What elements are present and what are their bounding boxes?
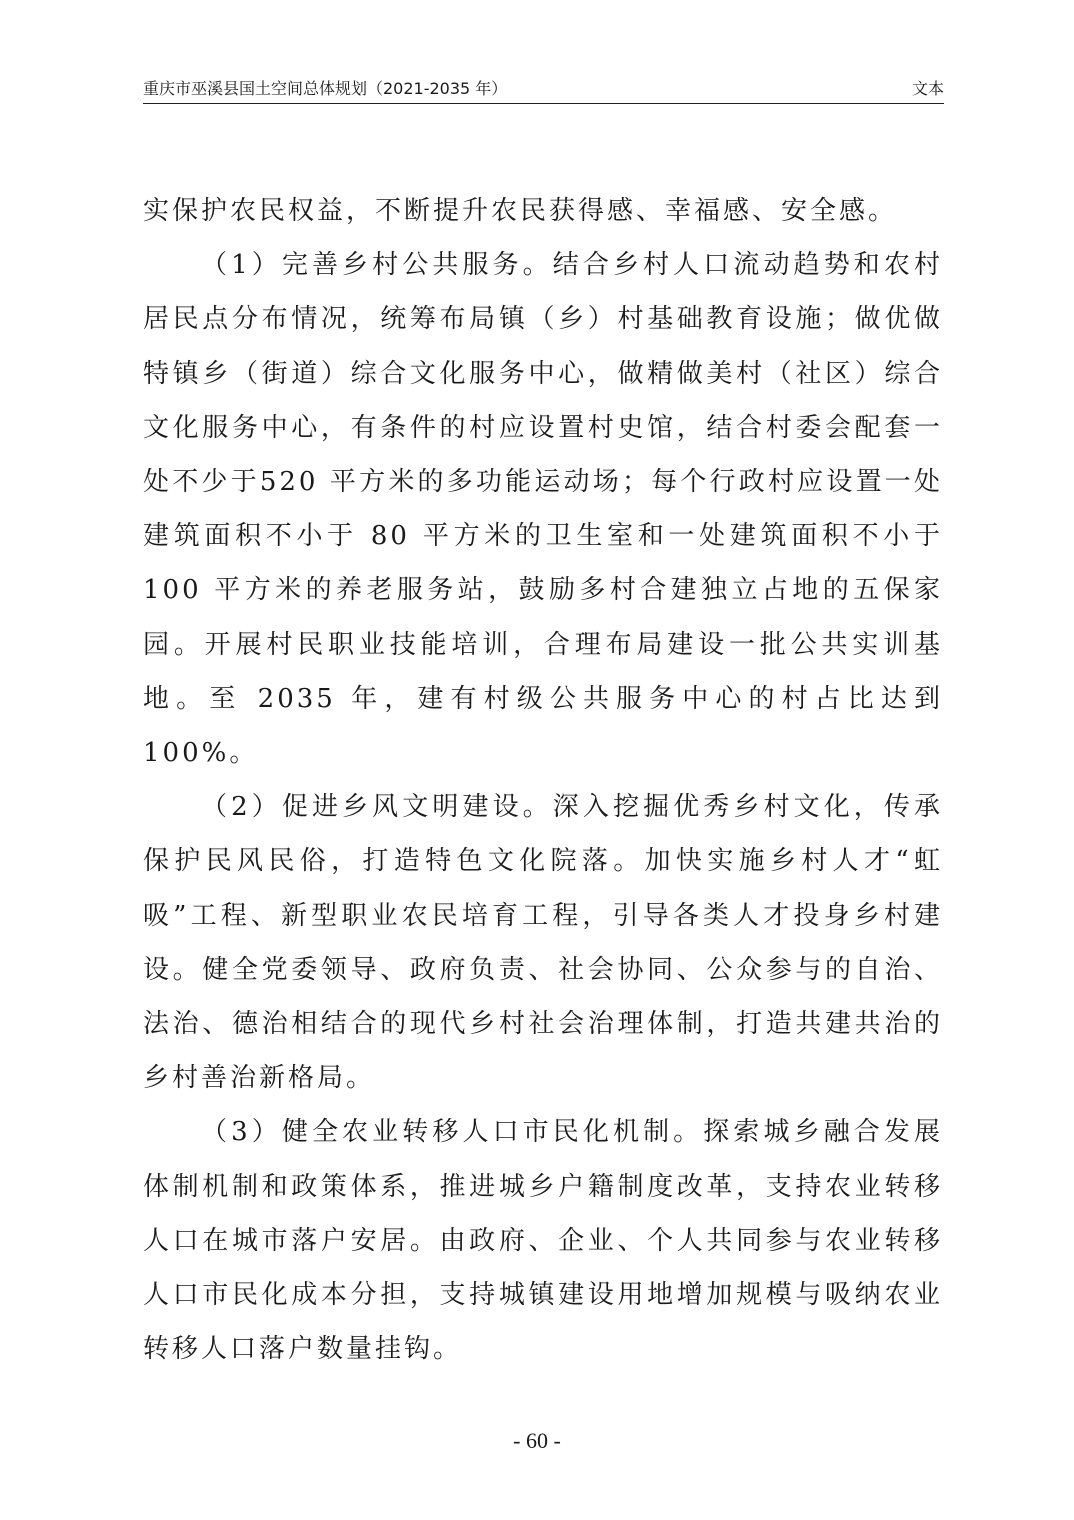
page-number: - 60 - — [513, 1428, 561, 1453]
running-header — [143, 76, 944, 102]
paragraph-urbanization-mechanism: （3）健全农业转移人口市民化机制。探索城乡融合发展体制机制和政策体系，推进城乡户籍制度改革，支持农业转移人口在城市落户安居。由政府、企业、个人共同参与农业转移人口市民化成本分担，支持城镇建设用地增加规模与吸纳农业转移人口落户数量挂钩。 — [143, 1117, 943, 1365]
document-type-label: 文本 — [911, 79, 944, 98]
header-divider — [143, 103, 944, 104]
paragraph-public-services: （1）完善乡村公共服务。结合乡村人口流动趋势和农村居民点分布情况，统筹布局镇（乡）村基础教育设施；做优做特镇乡（街道）综合文化服务中心，做精做美村（社区）综合文化服务中心，有条件的村应设置村史馆，结合村委会配套一处不少于520 平方米的多功能运动场；每个行政村应设置一处建筑面积不小于 80 平方米的卫生室和一处建筑面积不小于 100 平方米的养老服务站，鼓励多村合建独立占地的五保家园。开展村民职业技能培训，合理布局建设一批公共实训基地。至 2035 年，建有村级公共服务中心的村占比达到 100%。 — [143, 250, 943, 769]
paragraph-continuation: 实保护农民权益，不断提升农民获得感、幸福感、安全感。 — [143, 196, 898, 226]
document-title: 重庆市巫溪县国土空间总体规划（2021-2035 年） — [143, 79, 508, 98]
paragraph-rural-civilization: （2）促进乡风文明建设。深入挖掘优秀乡村文化，传承保护民风民俗，打造特色文化院落。加快实施乡村人才“虹吸”工程、新型职业农民培育工程，引导各类人才投身乡村建设。健全党委领导、政府负责、社会协同、公众参与的自治、法治、德治相结合的现代乡村社会治理体制，打造共建共治的乡村善治新格局。 — [143, 792, 943, 1094]
body-text — [143, 184, 943, 1376]
